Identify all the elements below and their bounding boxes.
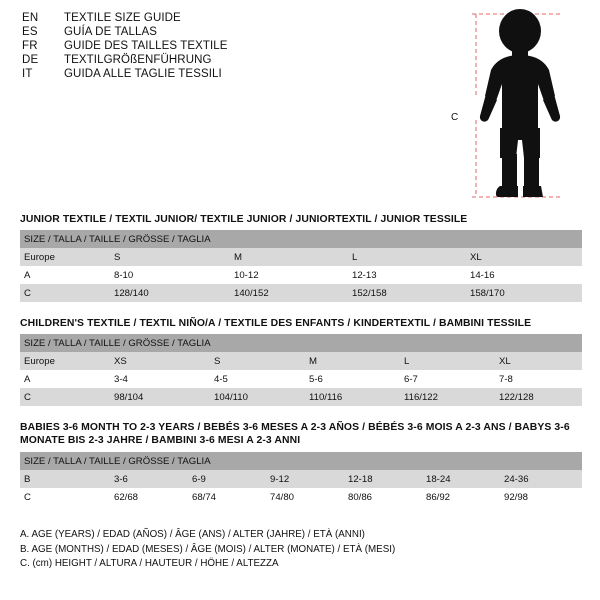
cell: A <box>20 370 110 388</box>
cell: 14-16 <box>466 266 582 284</box>
legend <box>20 528 580 572</box>
language-code: EN <box>22 12 39 24</box>
cell: 68/74 <box>188 488 266 506</box>
cell: Europe <box>20 352 110 370</box>
size-table-babies <box>20 452 582 506</box>
table-row <box>20 470 582 488</box>
table-head-label: SIZE / TALLA / TAILLE / GRÖSSE / TAGLIA <box>20 334 582 352</box>
cell: 140/152 <box>230 284 348 302</box>
table-row <box>20 352 582 370</box>
cell: 6-9 <box>188 470 266 488</box>
cell: 92/98 <box>500 488 582 506</box>
table-row <box>20 488 582 506</box>
legend-line: C. (cm) HEIGHT / ALTURA / HAUTEUR / HÖHE / ALTEZZA <box>20 558 279 569</box>
language-code: DE <box>22 54 39 66</box>
cell: 110/116 <box>305 388 400 406</box>
cell: 80/86 <box>344 488 422 506</box>
cell: 128/140 <box>110 284 230 302</box>
cell: XL <box>495 352 582 370</box>
cell: 152/158 <box>348 284 466 302</box>
cell: 10-12 <box>230 266 348 284</box>
cell: 122/128 <box>495 388 582 406</box>
table-row <box>20 248 582 266</box>
height-measure-label: C <box>451 112 459 123</box>
language-title: GUIDE DES TAILLES TEXTILE <box>64 40 228 52</box>
table-head-row <box>20 230 582 248</box>
table-row <box>20 284 582 302</box>
cell: Europe <box>20 248 110 266</box>
language-row <box>22 68 442 80</box>
cell: 6-7 <box>400 370 495 388</box>
cell: 18-24 <box>422 470 500 488</box>
cell: 62/68 <box>110 488 188 506</box>
cell: S <box>210 352 305 370</box>
language-title: TEXTILE SIZE GUIDE <box>64 12 181 24</box>
language-code: FR <box>22 40 38 52</box>
table-head-row <box>20 334 582 352</box>
cell: 98/104 <box>110 388 210 406</box>
section-title-junior: JUNIOR TEXTILE / TEXTIL JUNIOR/ TEXTILE JUNIOR / JUNIORTEXTIL / JUNIOR TESSILE <box>20 214 468 225</box>
table-row <box>20 388 582 406</box>
language-header <box>22 12 442 82</box>
cell: 12-13 <box>348 266 466 284</box>
cell: C <box>20 388 110 406</box>
cell: 7-8 <box>495 370 582 388</box>
cell: 86/92 <box>422 488 500 506</box>
cell: M <box>305 352 400 370</box>
cell: 74/80 <box>266 488 344 506</box>
cell: 24-36 <box>500 470 582 488</box>
size-table-junior <box>20 230 582 302</box>
cell: 4-5 <box>210 370 305 388</box>
section-junior <box>20 214 582 302</box>
legend-line: A. AGE (YEARS) / EDAD (AÑOS) / ÂGE (ANS) / ALTER (JAHRE) / ETÀ (ANNI) <box>20 529 365 540</box>
cell: A <box>20 266 110 284</box>
cell: C <box>20 488 110 506</box>
cell: 116/122 <box>400 388 495 406</box>
section-title-babies: BABIES 3-6 MONTH TO 2-3 YEARS / BEBÉS 3-6 MESES A 2-3 AÑOS / BÉBÉS 3-6 MOIS A 2-3 ANS / BABYS 3-6 MONATE BIS 2-3 JAHRE / BAMBINI 3-6 MESI A 2-3 ANNI <box>20 422 570 446</box>
cell: 12-18 <box>344 470 422 488</box>
section-babies <box>20 421 582 506</box>
cell: L <box>400 352 495 370</box>
legend-line: B. AGE (MONTHS) / EDAD (MESES) / ÂGE (MOIS) / ALTER (MONATE) / ETÀ (MESI) <box>20 543 396 555</box>
cell: B <box>20 470 110 488</box>
cell: 104/110 <box>210 388 305 406</box>
section-title-children: CHILDREN'S TEXTILE / TEXTIL NIÑO/A / TEXTILE DES ENFANTS / KINDERTEXTIL / BAMBINI TESSILE <box>20 318 532 329</box>
table-row <box>20 266 582 284</box>
child-silhouette-icon <box>450 8 590 203</box>
language-row <box>22 40 442 52</box>
measurement-figure <box>450 8 590 203</box>
language-row <box>22 26 442 38</box>
cell: C <box>20 284 110 302</box>
cell: XS <box>110 352 210 370</box>
cell: 5-6 <box>305 370 400 388</box>
language-code: IT <box>22 68 33 80</box>
cell: L <box>348 248 466 266</box>
language-title: GUIDA ALLE TAGLIE TESSILI <box>64 68 222 80</box>
language-title: TEXTILGRÖßENFÜHRUNG <box>64 54 212 66</box>
language-title: GUÍA DE TALLAS <box>64 26 158 38</box>
cell: 9-12 <box>266 470 344 488</box>
cell: M <box>230 248 348 266</box>
language-row <box>22 54 442 66</box>
size-table-children <box>20 334 582 406</box>
language-row <box>22 12 442 24</box>
cell: 158/170 <box>466 284 582 302</box>
table-head-row <box>20 452 582 470</box>
cell: XL <box>466 248 582 266</box>
table-head-label: SIZE / TALLA / TAILLE / GRÖSSE / TAGLIA <box>20 230 582 248</box>
cell: 8-10 <box>110 266 230 284</box>
table-head-label: SIZE / TALLA / TAILLE / GRÖSSE / TAGLIA <box>20 452 582 470</box>
table-row <box>20 370 582 388</box>
cell: 3-4 <box>110 370 210 388</box>
cell: 3-6 <box>110 470 188 488</box>
language-code: ES <box>22 26 38 38</box>
section-children <box>20 318 582 406</box>
cell: S <box>110 248 230 266</box>
